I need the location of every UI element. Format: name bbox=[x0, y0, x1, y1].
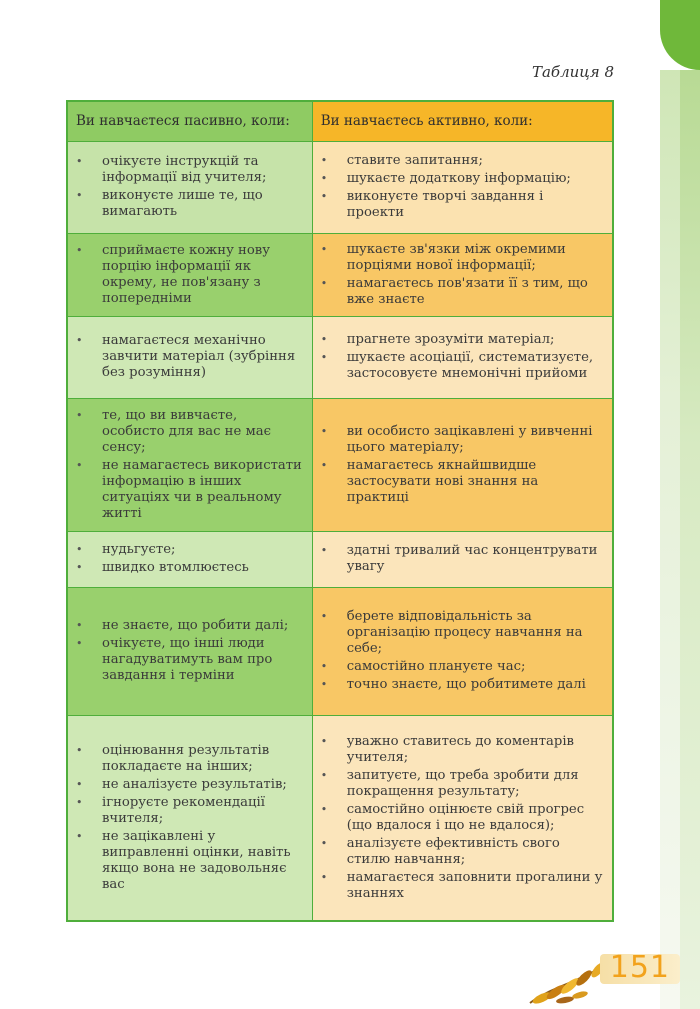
list-item: • не зацікавлені у виправленні оцінки, навіть якщо вона не задовольняє вас bbox=[76, 829, 304, 893]
passive-list bbox=[76, 154, 304, 220]
active-cell bbox=[312, 531, 613, 587]
active-cell bbox=[312, 316, 613, 398]
list-item: • не знаєте, що робити далі; bbox=[76, 618, 304, 634]
passive-cell bbox=[67, 531, 312, 587]
table-row bbox=[67, 398, 613, 531]
active-list bbox=[321, 543, 604, 575]
table-row bbox=[67, 715, 613, 921]
list-item: • намагаєтесь якнайшвидше застосувати нові знання на практиці bbox=[321, 458, 604, 506]
passive-list bbox=[76, 743, 304, 893]
table-row bbox=[67, 316, 613, 398]
list-item: • запитуєте, що треба зробити для покращення результату; bbox=[321, 768, 604, 800]
list-item: • сприймаєте кожну нову порцію інформації як окрему, не пов'язану з попередніми bbox=[76, 243, 304, 307]
edge-tab bbox=[660, 0, 700, 70]
table-caption: Таблиця 8 bbox=[531, 63, 614, 81]
active-cell bbox=[312, 398, 613, 531]
active-cell bbox=[312, 587, 613, 715]
list-item: • ставите запитання; bbox=[321, 153, 604, 169]
list-item: • уважно ставитесь до коментарів учителя; bbox=[321, 734, 604, 766]
list-item: • не аналізуєте результатів; bbox=[76, 777, 304, 793]
active-list bbox=[321, 153, 604, 221]
list-item: • самостійно плануєте час; bbox=[321, 659, 604, 675]
passive-cell bbox=[67, 141, 312, 233]
list-item: • намагаєтесь пов'язати її з тим, що вже знаєте bbox=[321, 276, 604, 308]
comparison-table bbox=[66, 100, 614, 922]
list-item: • берете відповідальність за організацію процесу навчання на себе; bbox=[321, 609, 604, 657]
page-number-area bbox=[520, 948, 700, 1009]
list-item: • намагаєтеся заповнити прогалини у знаннях bbox=[321, 870, 604, 902]
active-list bbox=[321, 734, 604, 902]
list-item: • шукаєте додаткову інформацію; bbox=[321, 171, 604, 187]
passive-cell bbox=[67, 715, 312, 921]
table-row bbox=[67, 141, 613, 233]
table-row bbox=[67, 531, 613, 587]
header-passive: Ви навчаєтеся пасивно, коли: bbox=[67, 101, 312, 141]
table-row bbox=[67, 233, 613, 316]
list-item: • виконуєте лише те, що вимагають bbox=[76, 188, 304, 220]
passive-cell bbox=[67, 398, 312, 531]
passive-list bbox=[76, 333, 304, 381]
list-item: • нудьгуєте; bbox=[76, 542, 304, 558]
list-item: • ігноруєте рекомендації вчителя; bbox=[76, 795, 304, 827]
list-item: • ви особисто зацікавлені у вивченні цього матеріалу; bbox=[321, 424, 604, 456]
passive-cell bbox=[67, 233, 312, 316]
list-item: • шукаєте асоціації, систематизуєте, застосовуєте мнемонічні прийоми bbox=[321, 350, 604, 382]
active-cell bbox=[312, 141, 613, 233]
passive-list bbox=[76, 618, 304, 684]
list-item: • прагнете зрозуміти матеріал; bbox=[321, 332, 604, 348]
active-list bbox=[321, 332, 604, 382]
list-item: • виконуєте творчі завдання і проекти bbox=[321, 189, 604, 221]
header-active: Ви навчаєтесь активно, коли: bbox=[312, 101, 613, 141]
list-item: • намагаєтеся механічно завчити матеріал (зубріння без розуміння) bbox=[76, 333, 304, 381]
list-item: • шукаєте зв'язки між окремими порціями нової інформації; bbox=[321, 242, 604, 274]
table-body bbox=[67, 141, 613, 921]
page-number: 151 bbox=[609, 950, 670, 985]
list-item: • те, що ви вивчаєте, особисто для вас не має сенсу; bbox=[76, 408, 304, 456]
active-list bbox=[321, 242, 604, 308]
list-item: • оцінювання результатів покладаєте на інших; bbox=[76, 743, 304, 775]
list-item: • точно знаєте, що робитимете далі bbox=[321, 677, 604, 693]
page-edge-decoration bbox=[660, 0, 700, 1009]
passive-list bbox=[76, 408, 304, 522]
active-list bbox=[321, 424, 604, 506]
table-header-row bbox=[67, 101, 613, 141]
list-item: • здатні тривалий час концентрувати увагу bbox=[321, 543, 604, 575]
passive-cell bbox=[67, 316, 312, 398]
list-item: • самостійно оцінюєте свій прогрес (що вдалося і що не вдалося); bbox=[321, 802, 604, 834]
passive-list bbox=[76, 542, 304, 576]
active-cell bbox=[312, 233, 613, 316]
list-item: • очікуєте, що інші люди нагадуватимуть вам про завдання і терміни bbox=[76, 636, 304, 684]
active-cell bbox=[312, 715, 613, 921]
passive-list bbox=[76, 243, 304, 307]
list-item: • аналізуєте ефективність свого стилю навчання; bbox=[321, 836, 604, 868]
edge-band-mid bbox=[680, 70, 700, 1009]
list-item: • швидко втомлюєтесь bbox=[76, 560, 304, 576]
list-item: • очікуєте інструкцій та інформації від учителя; bbox=[76, 154, 304, 186]
active-list bbox=[321, 609, 604, 693]
table-row bbox=[67, 587, 613, 715]
passive-cell bbox=[67, 587, 312, 715]
list-item: • не намагаєтесь використати інформацію в інших ситуаціях чи в реальному житті bbox=[76, 458, 304, 522]
